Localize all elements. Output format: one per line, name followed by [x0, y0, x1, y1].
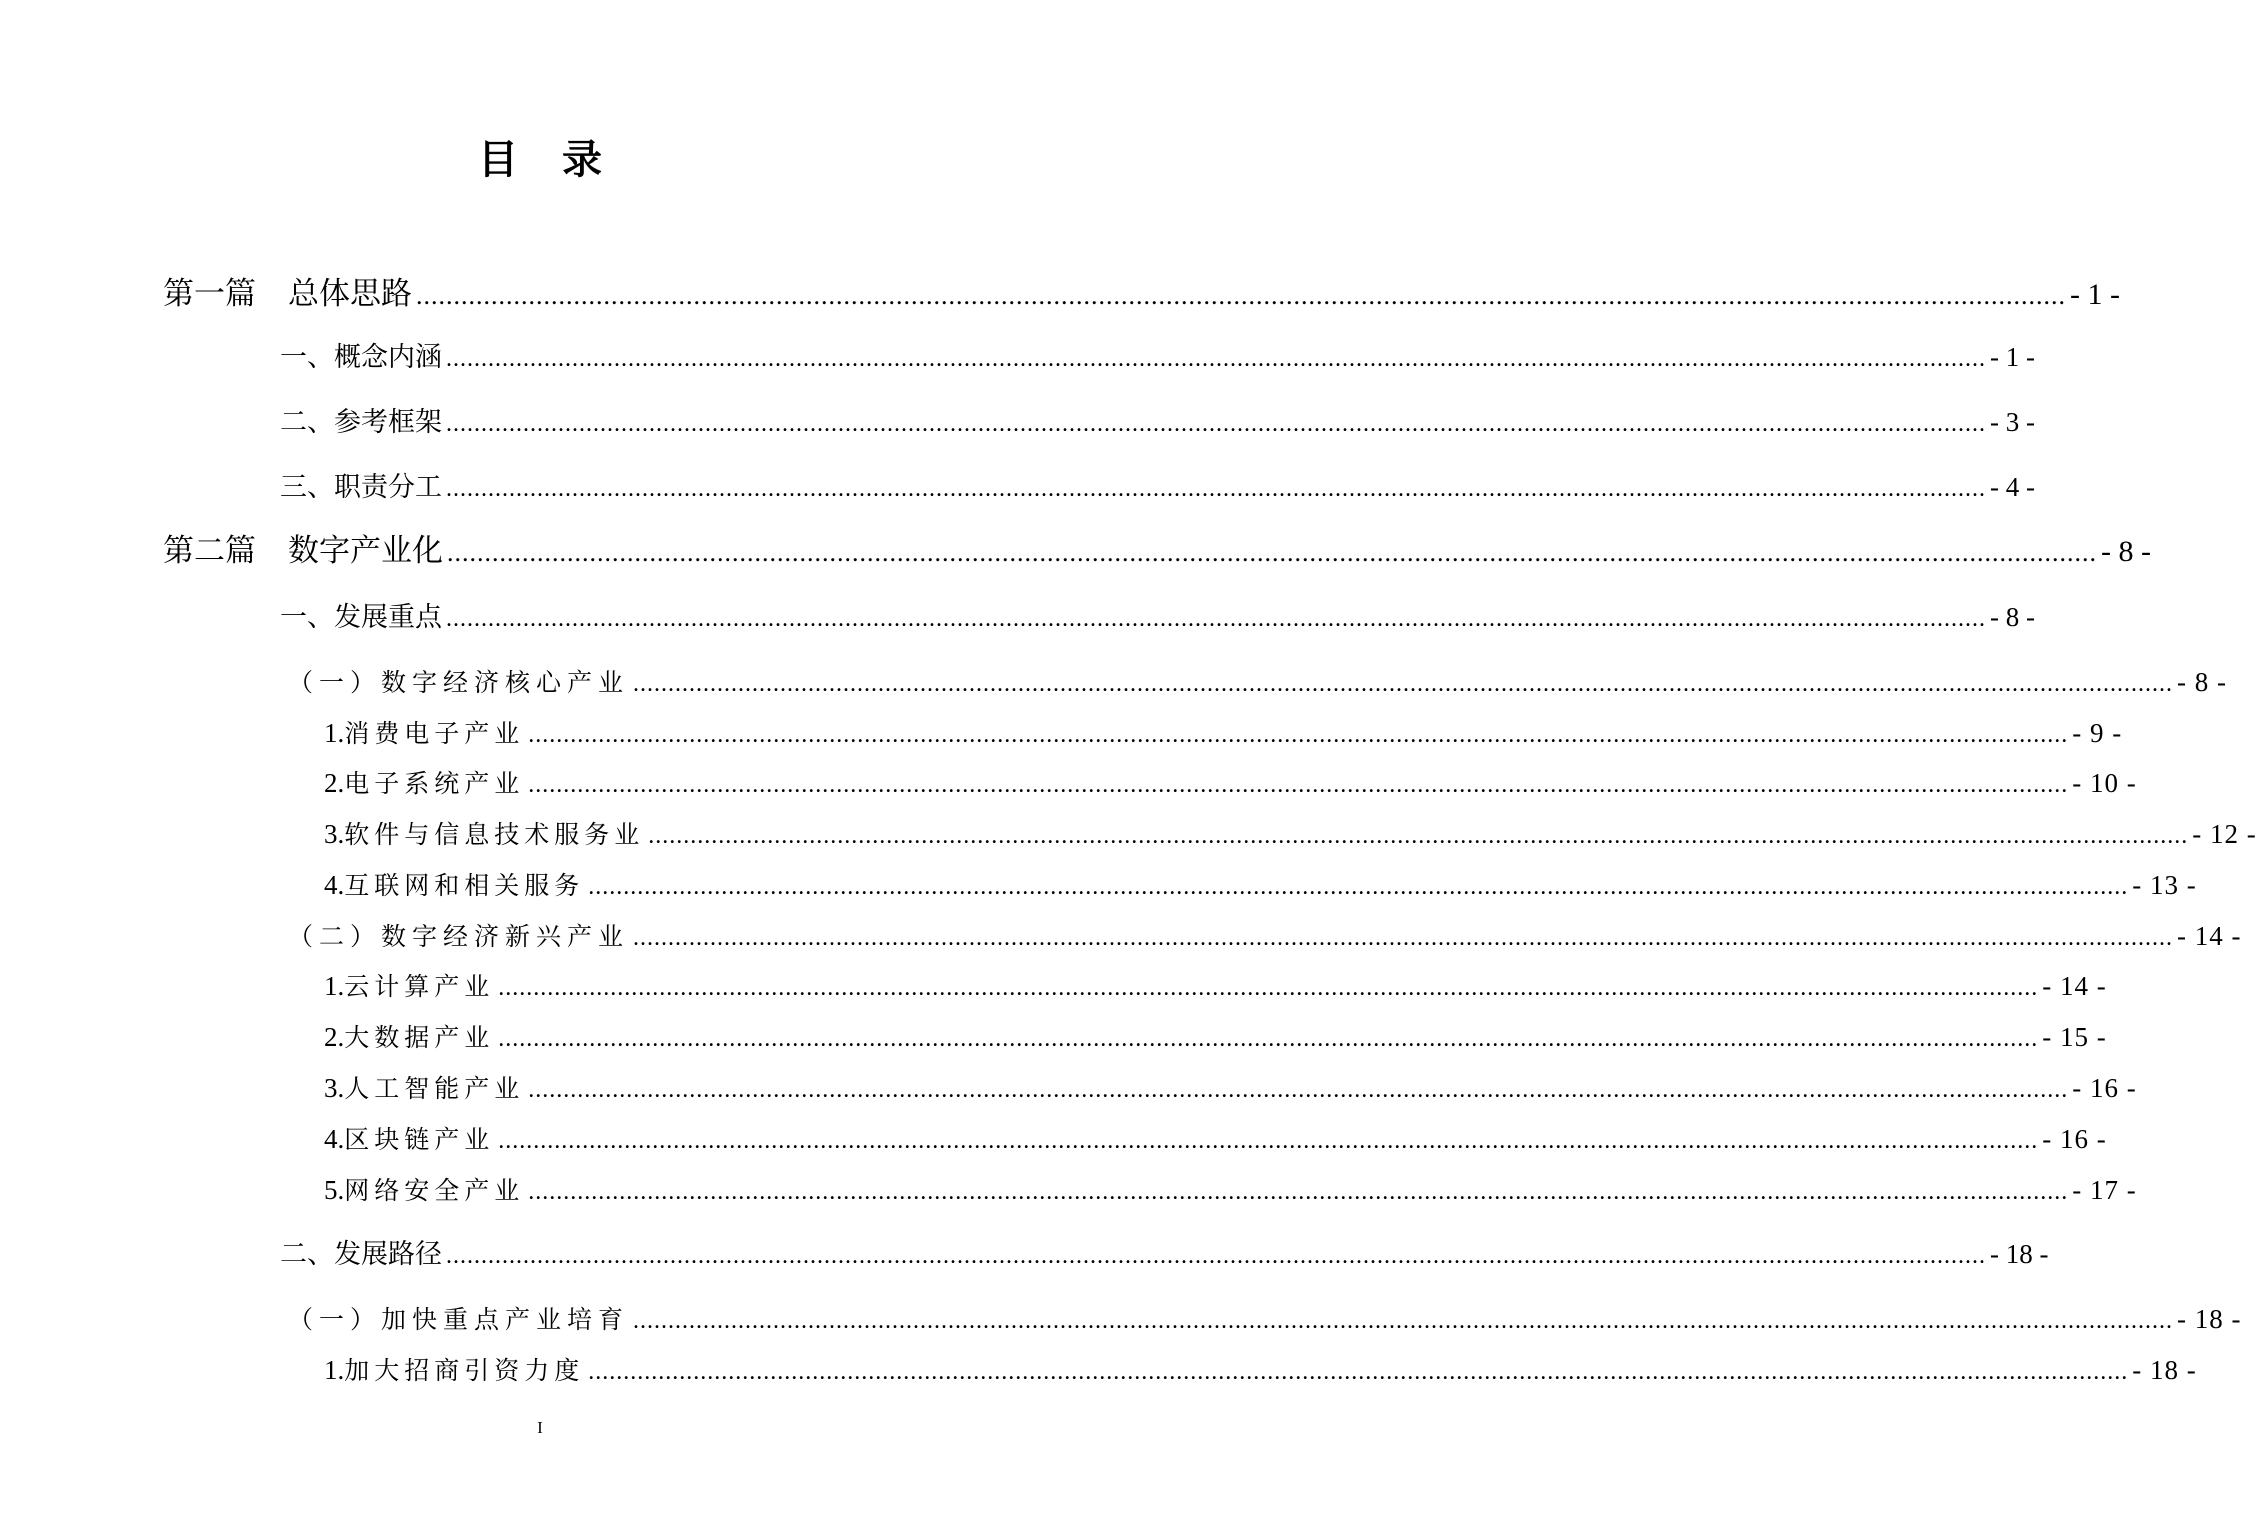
toc-item-title: 大数据产业	[344, 1023, 495, 1052]
toc-item-title: 云计算产业	[344, 972, 495, 1001]
toc-section-title: 一、发展重点	[280, 602, 442, 633]
toc-item-number: 4.	[324, 1124, 345, 1154]
toc-leader-dots: ............................................................................................................................................................................................................................	[528, 722, 2069, 748]
toc-leader-dots: ............................................................................................................................................................................................................................	[446, 476, 1986, 502]
toc-entry-section[interactable]	[280, 465, 2035, 509]
toc-page-number: - 14 -	[2042, 971, 2107, 1001]
toc-page-number: - 9 -	[2072, 718, 2123, 748]
toc-leader-dots: ............................................................................................................................................................................................................................	[528, 772, 2069, 798]
toc-leader-dots: ............................................................................................................................................................................................................................	[498, 975, 2039, 1001]
toc-item-title: 人工智能产业	[344, 1074, 525, 1103]
toc-leader-dots: ............................................................................................................................................................................................................................	[588, 874, 2129, 900]
toc-part-title: 总体思路	[288, 276, 412, 312]
toc-item-title: 互联网和相关服务	[344, 871, 585, 900]
toc-item-title: 电子系统产业	[344, 769, 525, 798]
toc-leader-dots: ............................................................................................................................................................................................................................	[416, 281, 2066, 310]
toc-section-title: 一、概念内涵	[280, 342, 442, 373]
toc-item-number: 1.	[324, 1355, 345, 1385]
toc-item-number: 2.	[324, 1022, 345, 1052]
toc-subsection-title: （一）数字经济核心产业	[288, 668, 630, 697]
toc-section-title: 二、参考框架	[280, 407, 442, 438]
toc-entry-item[interactable]	[324, 965, 2107, 1007]
toc-leader-dots: ............................................................................................................................................................................................................................	[633, 925, 2174, 951]
toc-part-title: 数字产业化	[288, 533, 443, 569]
toc-entry-item[interactable]	[324, 1169, 2137, 1211]
toc-section-title: 二、发展路径	[280, 1239, 442, 1270]
toc-entry-section[interactable]	[280, 595, 2035, 639]
toc-item-number: 1.	[324, 718, 345, 748]
toc-entry-item[interactable]	[324, 762, 2137, 804]
toc-entry-item[interactable]	[324, 864, 2197, 906]
toc-subsection-title: （一）加快重点产业培育	[288, 1305, 630, 1334]
toc-page-number: - 15 -	[2042, 1022, 2107, 1052]
toc-page-number: - 10 -	[2072, 768, 2137, 798]
toc-page-number: - 18 -	[2132, 1355, 2197, 1385]
toc-part-prefix: 第一篇	[163, 276, 256, 312]
toc-section-title: 三、职责分工	[280, 472, 442, 503]
toc-page-number: - 8 -	[2101, 535, 2151, 568]
toc-item-title: 网络安全产业	[344, 1176, 525, 1205]
toc-leader-dots: ............................................................................................................................................................................................................................	[498, 1128, 2039, 1154]
toc-leader-dots: ............................................................................................................................................................................................................................	[528, 1077, 2069, 1103]
toc-item-number: 2.	[324, 768, 345, 798]
toc-page-number: - 16 -	[2042, 1124, 2107, 1154]
toc-entry-item[interactable]	[324, 1118, 2107, 1160]
toc-subsection-title: （二）数字经济新兴产业	[288, 922, 630, 951]
toc-page-number: - 3 -	[1990, 407, 2035, 437]
toc-item-title: 消费电子产业	[344, 719, 525, 748]
toc-page-number: - 14 -	[2177, 921, 2242, 951]
toc-page-number: - 18 -	[2177, 1304, 2242, 1334]
toc-entry-item[interactable]	[324, 712, 2123, 754]
toc-entry-part[interactable]	[163, 527, 2151, 575]
toc-entry-item[interactable]	[324, 813, 2257, 855]
toc-leader-dots: ............................................................................................................................................................................................................................	[588, 1359, 2129, 1385]
toc-entry-item[interactable]	[324, 1067, 2137, 1109]
toc-leader-dots: ............................................................................................................................................................................................................................	[446, 411, 1986, 437]
toc-item-title: 加大招商引资力度	[344, 1356, 585, 1385]
toc-leader-dots: ............................................................................................................................................................................................................................	[633, 1308, 2174, 1334]
toc-page-number: - 8 -	[1990, 602, 2035, 632]
toc-entry-part[interactable]	[163, 270, 2120, 318]
page-title: 目 录	[478, 137, 602, 183]
toc-item-number: 1.	[324, 971, 345, 1001]
toc-leader-dots: ............................................................................................................................................................................................................................	[498, 1026, 2039, 1052]
toc-page-number: - 13 -	[2132, 870, 2197, 900]
toc-item-number: 3.	[324, 1073, 345, 1103]
toc-entry-item[interactable]	[324, 1349, 2197, 1391]
toc-entry-section[interactable]	[280, 335, 2035, 379]
toc-leader-dots: ............................................................................................................................................................................................................................	[447, 538, 2097, 567]
toc-page-number: - 4 -	[1990, 472, 2035, 502]
toc-leader-dots: ............................................................................................................................................................................................................................	[648, 823, 2189, 849]
toc-page-number: - 17 -	[2072, 1175, 2137, 1205]
toc-entry-subsection[interactable]	[288, 661, 2227, 703]
toc-item-number: 4.	[324, 870, 345, 900]
toc-page-number: - 1 -	[1990, 342, 2035, 372]
toc-leader-dots: ............................................................................................................................................................................................................................	[446, 1243, 1986, 1269]
toc-item-title: 区块链产业	[344, 1125, 495, 1154]
toc-leader-dots: ............................................................................................................................................................................................................................	[528, 1179, 2069, 1205]
toc-page-number: - 8 -	[2177, 667, 2227, 697]
toc-entry-subsection[interactable]	[288, 915, 2242, 957]
toc-part-prefix: 第二篇	[163, 533, 256, 569]
toc-leader-dots: ............................................................................................................................................................................................................................	[633, 671, 2174, 697]
footer-page-number: I	[537, 1418, 543, 1437]
toc-item-number: 5.	[324, 1175, 345, 1205]
toc-leader-dots: ............................................................................................................................................................................................................................	[446, 606, 1986, 632]
toc-item-number: 3.	[324, 819, 345, 849]
toc-page-number: - 18 -	[1990, 1239, 2049, 1269]
toc-item-title: 软件与信息技术服务业	[344, 820, 645, 849]
toc-leader-dots: ............................................................................................................................................................................................................................	[446, 346, 1986, 372]
toc-entry-section[interactable]	[280, 1232, 2049, 1276]
toc-entry-subsection[interactable]	[288, 1298, 2242, 1340]
toc-page-number: - 16 -	[2072, 1073, 2137, 1103]
toc-entry-section[interactable]	[280, 400, 2035, 444]
toc-page-number: - 1 -	[2070, 278, 2120, 311]
toc-entry-item[interactable]	[324, 1016, 2107, 1058]
toc-page-number: - 12 -	[2192, 819, 2257, 849]
